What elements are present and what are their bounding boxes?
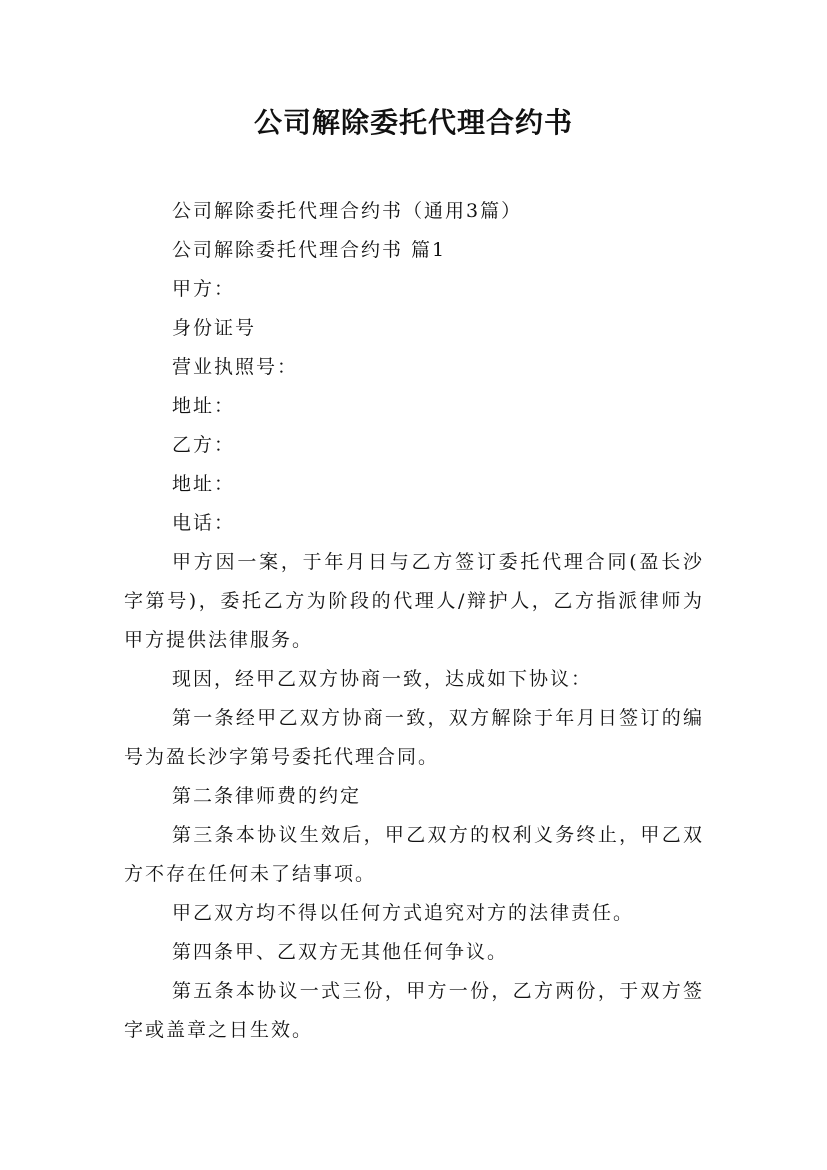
document-body bbox=[124, 192, 704, 1050]
paragraph-address-b: 地址： bbox=[172, 473, 236, 495]
paragraph-business-license: 营业执照号： bbox=[172, 356, 299, 378]
paragraph-background: 甲方因一案，于年月日与乙方签订委托代理合同(盈长沙字第号)，委托乙方为阶段的代理人/辩护人，乙方指派律师为甲方提供法律服务。 bbox=[124, 551, 704, 651]
paragraph-article-5: 第五条本协议一式三份，甲方一份，乙方两份，于双方签字或盖章之日生效。 bbox=[124, 980, 704, 1041]
paragraph-article-1: 第一条经甲乙双方协商一致，双方解除于年月日签订的编号为盈长沙字第号委托代理合同。 bbox=[124, 707, 704, 768]
paragraph-article-2: 第二条律师费的约定 bbox=[172, 785, 362, 807]
paragraph-party-a: 甲方： bbox=[172, 278, 236, 300]
paragraph-article-3: 第三条本协议生效后，甲乙双方的权利义务终止，甲乙双方不存在任何未了结事项。 bbox=[124, 824, 704, 885]
paragraph-agreement-intro: 现因，经甲乙双方协商一致，达成如下协议： bbox=[172, 668, 593, 690]
paragraph-id-number: 身份证号 bbox=[172, 317, 257, 339]
paragraph-subtitle: 公司解除委托代理合约书（通用3篇） bbox=[172, 200, 523, 222]
paragraph-address-a: 地址： bbox=[172, 395, 236, 417]
paragraph-party-b: 乙方： bbox=[172, 434, 236, 456]
paragraph-section-heading: 公司解除委托代理合约书 篇1 bbox=[172, 239, 447, 261]
paragraph-no-liability: 甲乙双方均不得以任何方式追究对方的法律责任。 bbox=[172, 902, 635, 924]
paragraph-article-4: 第四条甲、乙双方无其他任何争议。 bbox=[172, 941, 509, 963]
paragraph-phone: 电话： bbox=[172, 512, 236, 534]
document-title: 公司解除委托代理合约书 bbox=[253, 106, 573, 139]
